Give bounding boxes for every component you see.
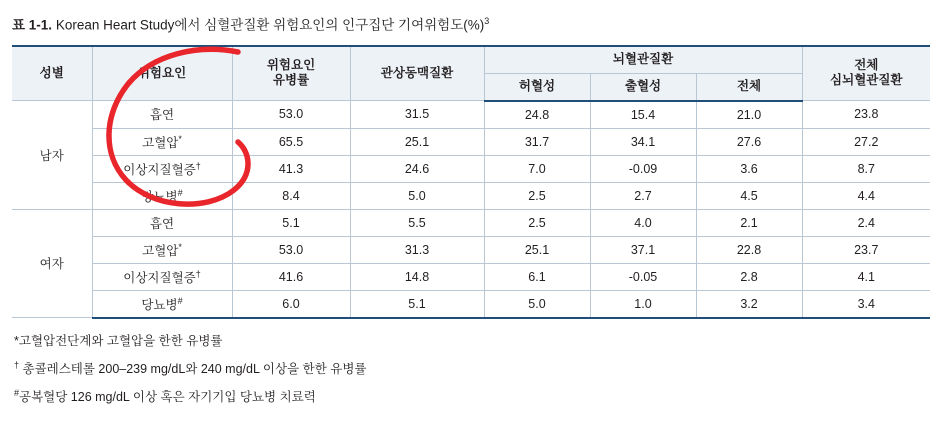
header-hemorrhagic: 출혈성 [590,73,696,101]
table-head [12,46,930,101]
cell-risk-factor [92,263,232,290]
cell-ischemic: 31.7 [484,128,590,155]
footnote-3 [14,381,927,409]
cell-coronary: 24.6 [350,155,484,182]
table-row [12,290,930,318]
cell-hemorrhagic: -0.05 [590,263,696,290]
header-risk-prevalence-line1: 위험요인 [266,58,316,73]
cell-risk-factor-mark: # [177,187,183,198]
cell-cerebro-total: 3.6 [696,155,802,182]
cell-total: 23.7 [802,236,930,263]
cell-total: 8.7 [802,155,930,182]
cell-prevalence: 5.1 [232,209,350,236]
cell-prevalence: 6.0 [232,290,350,318]
cell-cerebro-total: 2.8 [696,263,802,290]
table-row [12,101,930,129]
header-risk-prevalence [232,46,350,101]
footnote-1 [14,329,927,353]
cell-hemorrhagic: 15.4 [590,101,696,129]
header-risk-prevalence-line2: 유병률 [272,73,310,88]
cell-prevalence: 53.0 [232,236,350,263]
cell-cerebro-total: 2.1 [696,209,802,236]
table-header-row-top [12,46,930,74]
cell-hemorrhagic: 1.0 [590,290,696,318]
cell-cerebro-total: 3.2 [696,290,802,318]
cell-prevalence: 41.6 [232,263,350,290]
cell-risk-factor-mark: * [178,133,182,144]
header-total-cardio-cerebro [802,46,930,101]
footnotes [14,329,927,409]
cell-prevalence: 53.0 [232,101,350,129]
table-row [12,128,930,155]
header-total-line2: 심뇌혈관질환 [830,73,903,88]
risk-factor-table [12,45,930,319]
cell-ischemic: 2.5 [484,182,590,209]
header-risk-factor: 위험요인 [92,46,232,101]
cell-coronary: 5.0 [350,182,484,209]
cell-risk-factor-mark: # [177,295,183,306]
cell-ischemic: 24.8 [484,101,590,129]
cell-total: 3.4 [802,290,930,318]
row-group-sex-female: 여자 [12,209,92,318]
cell-hemorrhagic: 34.1 [590,128,696,155]
cell-coronary: 31.5 [350,101,484,129]
header-total-line1: 전체 [854,58,879,73]
cell-risk-factor-text: 이상지질혈증 [123,270,196,285]
cell-coronary: 5.5 [350,209,484,236]
cell-risk-factor-text: 흡연 [149,108,175,123]
row-group-sex-male: 남자 [12,101,92,210]
table-row [12,182,930,209]
cell-ischemic: 5.0 [484,290,590,318]
footnote-2 [14,353,927,381]
table-caption-text: Korean Heart Study에서 심혈관질환 위험요인의 인구집단 기여위험도(%) [55,17,485,33]
header-sex: 성별 [12,46,92,101]
cell-cerebro-total: 22.8 [696,236,802,263]
cell-risk-factor [92,128,232,155]
cell-hemorrhagic: 2.7 [590,182,696,209]
cell-cerebro-total: 21.0 [696,101,802,129]
header-cerebro-total: 전체 [696,73,802,101]
cell-risk-factor [92,290,232,318]
table-row [12,263,930,290]
cell-prevalence: 8.4 [232,182,350,209]
cell-ischemic: 25.1 [484,236,590,263]
cell-risk-factor-text: 이상지질혈증 [123,162,196,177]
cell-risk-factor [92,209,232,236]
cell-risk-factor-text: 당뇨병 [141,189,178,204]
footnote-3-mark: # [14,387,20,398]
cell-risk-factor [92,182,232,209]
cell-coronary: 31.3 [350,236,484,263]
table-row [12,236,930,263]
cell-hemorrhagic: -0.09 [590,155,696,182]
footnote-2-text: 총콜레스테롤 200–239 mg/dL와 240 mg/dL 이상을 한한 유병률 [22,361,367,376]
cell-risk-factor [92,101,232,129]
cell-cerebro-total: 4.5 [696,182,802,209]
footnote-1-mark: * [14,333,19,348]
cell-risk-factor-mark: * [178,241,182,252]
cell-total: 2.4 [802,209,930,236]
cell-hemorrhagic: 4.0 [590,209,696,236]
cell-risk-factor-mark: † [195,268,201,279]
table-body [12,101,930,318]
table-row [12,209,930,236]
table-caption-superscript: 3 [484,16,490,26]
cell-ischemic: 6.1 [484,263,590,290]
cell-total: 23.8 [802,101,930,129]
cell-risk-factor [92,236,232,263]
cell-risk-factor-mark: † [195,160,201,171]
footnote-3-text: 공복혈당 126 mg/dL 이상 혹은 자기기입 당뇨병 치료력 [19,389,316,404]
header-ischemic: 허혈성 [484,73,590,101]
footnote-1-text: 고혈압전단계와 고혈압을 한한 유병률 [18,333,223,348]
cell-risk-factor-text: 흡연 [149,216,175,231]
cell-coronary: 14.8 [350,263,484,290]
cell-total: 4.1 [802,263,930,290]
cell-total: 27.2 [802,128,930,155]
cell-cerebro-total: 27.6 [696,128,802,155]
header-coronary-disease: 관상동맥질환 [350,46,484,101]
cell-prevalence: 65.5 [232,128,350,155]
header-cerebrovascular-group: 뇌혈관질환 [484,46,802,74]
footnote-2-mark: † [14,359,20,370]
cell-hemorrhagic: 37.1 [590,236,696,263]
cell-coronary: 5.1 [350,290,484,318]
cell-ischemic: 7.0 [484,155,590,182]
cell-prevalence: 41.3 [232,155,350,182]
cell-risk-factor [92,155,232,182]
cell-coronary: 25.1 [350,128,484,155]
cell-risk-factor-text: 고혈압 [142,243,179,258]
table-row [12,155,930,182]
table-caption-label: 표 1-1. [12,17,53,33]
cell-risk-factor-text: 고혈압 [142,135,179,150]
cell-ischemic: 2.5 [484,209,590,236]
table-caption [12,12,927,35]
cell-risk-factor-text: 당뇨병 [141,297,178,312]
cell-total: 4.4 [802,182,930,209]
